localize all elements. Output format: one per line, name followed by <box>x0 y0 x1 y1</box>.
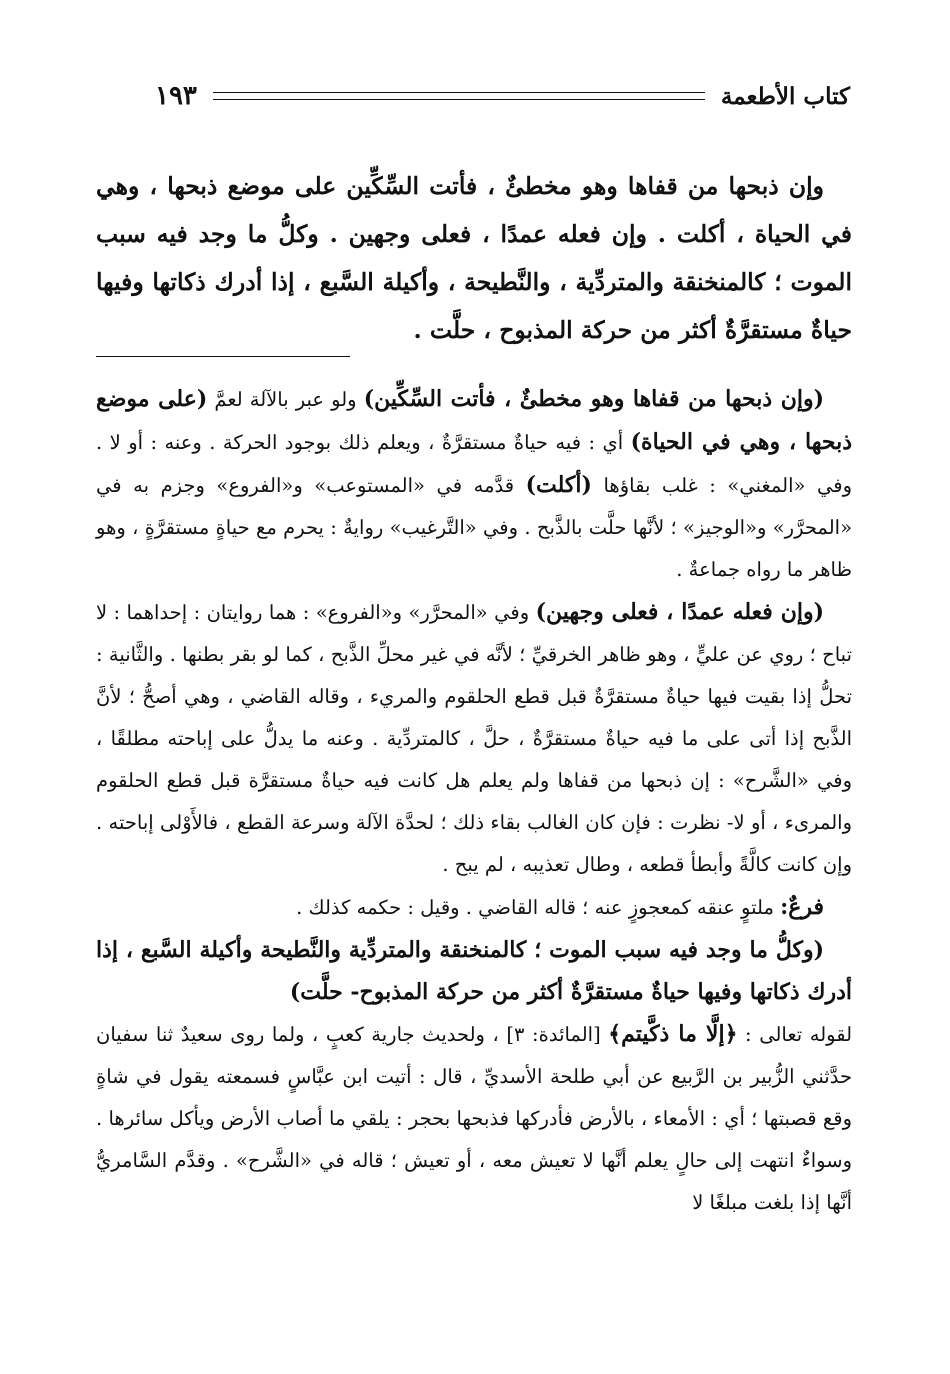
quran-quote: ﴿إلَّا ما ذكَّيتم﴾ <box>608 1021 738 1047</box>
lemma: فرعٌ: <box>780 894 824 920</box>
footnote-separator <box>96 356 350 357</box>
commentary-paragraph-4: (وكلُّ ما وجد فيه سبب الموت ؛ كالمنخنقة والمتردِّية والنَّطيحة وأكيلة السَّبع ، إذا أدرك ذكاتها وفيها حياةٌ مستقرَّةٌ أكثر من حركة المذبوح- حلَّت) <box>96 937 852 1005</box>
commentary-paragraph-5 <box>96 1013 852 1224</box>
lemma: (أكلت) <box>525 472 592 498</box>
commentary-block <box>96 378 852 1224</box>
commentary-text: ولو عبر بالآلة لعمَّ <box>207 388 364 411</box>
commentary-text: لقوله تعالى : <box>737 1023 853 1046</box>
matn-text-block <box>96 162 852 354</box>
commentary-paragraph-2 <box>96 591 852 886</box>
header-rule <box>213 92 705 100</box>
running-title: كتاب الأطعمة <box>720 82 850 110</box>
lemma: (وإن ذبحها من قفاها وهو مخطئٌ ، فأتت السِّكِّين) <box>363 386 825 412</box>
page-header <box>155 74 850 118</box>
commentary-text: أي : فيه حياةٌ مستقرَّةٌ ، ويعلم ذلك بوجود الحركة . وعنه : أو لا . وفي «المغني» : غلب بقاؤها <box>96 431 852 497</box>
lemma: (على موضع ذبحها ، وهي في الحياة) <box>96 386 852 455</box>
commentary-text: [المائدة: ٣] ، ولحديث جارية كعبٍ ، ولما روى سعيدٌ ثنا سفيان حدَّثني الزُّبير بن الرَّبيع عن أبي طلحة الأسديِّ ، قال : أتيت ابن عبَّاسٍ فسمعته يقول في شاةٍ وقع قصبتها ؛ أي : الأمعاء ، بالأرض فأدركها فذبحها بحجر : يلقي ما أصاب الأرض ويأكل سائرها . وسواءٌ انتهت إلى حالٍ يعلم أنَّها لا تعيش معه ، أو تعيش ؛ قاله في «الشَّرح» . وقدَّم السَّامريُّ أنَّها إذا بلغت مبلغًا لا <box>96 1023 852 1214</box>
lemma: (وإن فعله عمدًا ، فعلى وجهين) <box>535 599 824 625</box>
commentary-text: قدَّمه في «المستوعب» و«الفروع» وجزم به في «المحرَّر» و«الوجيز» ؛ لأنَّها حلَّت بالذَّبح . وفي «التَّرغيب» روايةٌ : يحرم مع حياةٍ مستقرَّةٍ ، وهو ظاهر ما رواه جماعةٌ . <box>96 474 852 581</box>
commentary-paragraph-3 <box>96 886 852 929</box>
commentary-text: وفي «المحرَّر» و«الفروع» : هما روايتان : إحداهما : لا تباح ؛ روي عن عليٍّ ، وهو ظاهر الخرقيِّ ؛ لأنَّه في غير محلِّ الذَّبح ، كما لو بقر بطنها . والثَّانية : تحلُّ إذا بقيت فيها حياةٌ مستقرَّةٌ قبل قطع الحلقوم والمريء ، وقاله القاضي ، وهي أصحُّ ؛ لأنَّ الذَّبح إذا أتى على ما فيه حياةٌ مستقرَّةٌ ، حلَّ ، كالمتردِّية . وعنه ما يدلُّ على إباحته مطلقًا ، وفي «الشَّرح» : إن ذبحها من قفاها ولم يعلم هل كانت فيه حياةٌ مستقرَّة قبل قطع الحلقوم والمرىء ، أو لا- نظرت : فإن كان الغالب بقاء ذلك ؛ لحدَّة الآلة وسرعة القطع ، فالأَوْلى إباحته . وإن كانت كالَّةً وأبطأ قطعه ، وطال تعذيبه ، لم يبح . <box>96 601 852 876</box>
matn-paragraph: وإن ذبحها من قفاها وهو مخطئٌ ، فأتت السِّكِّين على موضع ذبحها ، وهي في الحياة ، أكلت . وإن فعله عمدًا ، فعلى وجهين . وكلُّ ما وجد فيه سبب الموت ؛ كالمنخنقة والمتردِّية ، والنَّطيحة ، وأكيلة السَّبع ، إذا أدرك ذكاتها وفيها حياةٌ مستقرَّةٌ أكثر من حركة المذبوح ، حلَّت . <box>96 172 852 344</box>
commentary-paragraph-1 <box>96 378 852 591</box>
page-number: ١٩٣ <box>155 81 197 111</box>
commentary-text: ملتوٍ عنقه كمعجوزٍ عنه ؛ قاله القاضي . وقيل : حكمه كذلك . <box>296 896 781 919</box>
